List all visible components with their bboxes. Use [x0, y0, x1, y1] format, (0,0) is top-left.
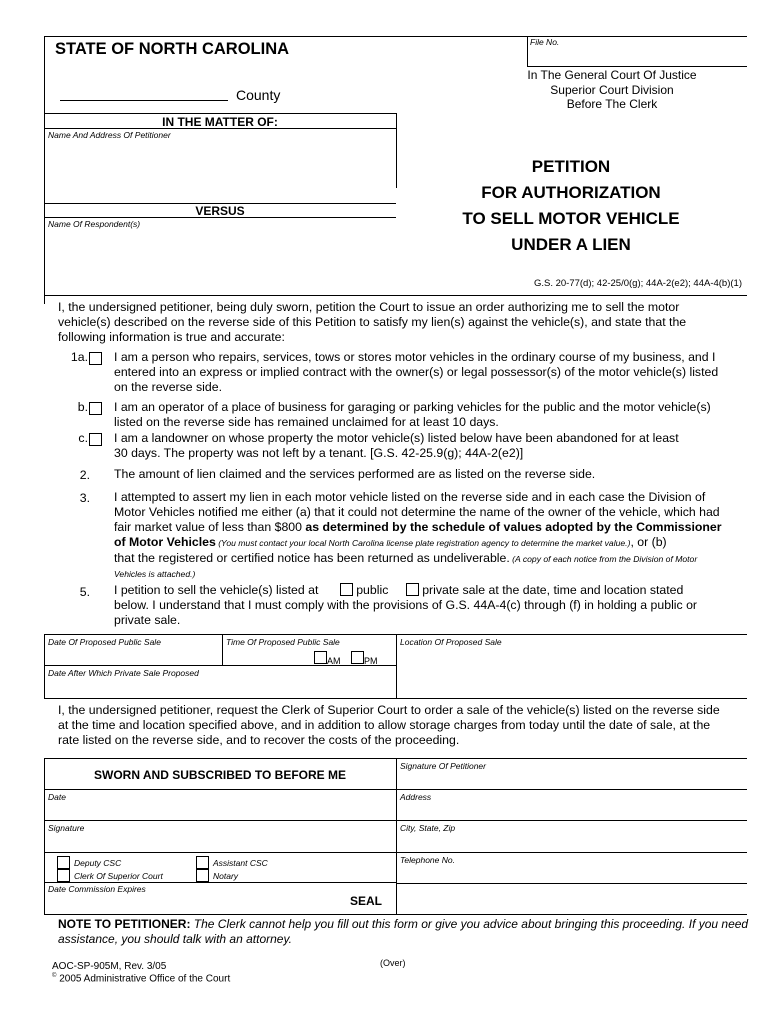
file-no-rule	[527, 66, 747, 67]
item-5-line-1b: at the date, time and location stated	[488, 583, 684, 597]
clerk-superior-court-checkbox[interactable]	[57, 869, 70, 882]
file-no-label: File No.	[530, 37, 560, 47]
in-the-matter-heading: IN THE MATTER OF:	[162, 115, 278, 129]
public-sale-checkbox[interactable]	[340, 583, 353, 596]
am-label: AM	[327, 656, 341, 666]
date-public-sale-label: Date Of Proposed Public Sale	[48, 637, 161, 647]
petitioner-label: Name And Address Of Petitioner	[48, 130, 171, 140]
city-state-zip-label: City, State, Zip	[400, 823, 456, 833]
address-label: Address	[400, 792, 432, 802]
item-1c-checkbox[interactable]	[89, 433, 102, 446]
item-1a-line-2: entered into an express or implied contract with the owner(s) or legal possessor(s) of the motor vehicle(s) listed	[114, 365, 719, 379]
state-heading: STATE OF NORTH CAROLINA	[55, 40, 290, 58]
item-1b-text	[114, 400, 744, 430]
note-line-1	[58, 917, 748, 932]
deputy-csc-checkbox[interactable]	[57, 856, 70, 869]
signature-label: Signature	[48, 823, 85, 833]
item-1c-text	[114, 431, 744, 461]
title-line-3: TO SELL MOTOR VEHICLE	[462, 209, 680, 228]
copyright	[52, 973, 230, 984]
item-5-line-3: private sale.	[114, 613, 181, 627]
sale-left-rule	[44, 634, 45, 699]
item-3-line-5b: (A copy of each notice from the Division of Motor	[509, 554, 698, 564]
item-2-number: 2.	[79, 468, 90, 482]
item-3-line-4c: , or (b)	[630, 535, 667, 549]
note-to-petitioner	[58, 917, 748, 947]
item-3-number: 3.	[79, 491, 90, 505]
item-3-line-4a: of Motor Vehicles	[114, 535, 216, 549]
copyright-text: 2005 Administrative Office of the Court	[56, 973, 231, 985]
over-note: (Over)	[380, 958, 406, 968]
header-bottom-rule	[44, 295, 747, 296]
sworn-row-4	[396, 883, 747, 884]
am-pm-group	[314, 651, 378, 666]
note-line-2	[58, 932, 748, 947]
public-sale-label: public	[356, 583, 389, 597]
item-5-line-1a: I petition to sell the vehicle(s) listed at	[114, 583, 319, 597]
item-1b-number: b.	[77, 400, 88, 414]
title-line-1: PETITION	[531, 157, 611, 176]
item-1c-number: c.	[78, 431, 88, 445]
item-1c-line-1: I am a landowner on whose property the motor vehicle(s) listed below have been abandoned for at least	[114, 431, 679, 445]
statutes: G.S. 20-77(d); 42-25/0(g); 44A-2(e2); 44A-4(b)(1)	[533, 278, 742, 289]
notary-label: Notary	[213, 871, 239, 881]
form-number: AOC-SP-905M, Rev. 3/05	[52, 961, 167, 972]
respondent-field[interactable]	[46, 232, 394, 302]
sworn-row-2	[44, 820, 747, 821]
item-5-line-1	[114, 583, 744, 598]
title-line-2: FOR AUTHORIZATION	[481, 183, 661, 202]
sworn-heading: SWORN AND SUBSCRIBED TO BEFORE ME	[93, 768, 346, 782]
item-1a-text	[114, 350, 744, 395]
sale-mid-rule	[222, 634, 223, 665]
sworn-right-rule	[396, 758, 397, 915]
private-sale-label: private sale	[422, 583, 486, 597]
matter-top-rule	[44, 113, 396, 114]
respondent-label: Name Of Respondent(s)	[48, 219, 141, 229]
commission-rule	[44, 882, 396, 883]
sworn-row-3	[44, 852, 747, 853]
request-line-2: at the time and location specified above, and in addition to allow storage charges from today until the date of sale, at the	[58, 718, 711, 732]
item-2-text: The amount of lien claimed and the services performed are as listed on the reverse side.	[114, 467, 596, 481]
item-1b-line-2: listed on the reverse side has remained unclaimed for at least 10 days.	[114, 415, 499, 429]
item-5-number: 5.	[79, 585, 90, 599]
notary-checkbox[interactable]	[196, 869, 209, 882]
item-3-text	[114, 490, 744, 582]
note-text-1: The Clerk cannot help you fill out this form or give you advice about bringing this proceeding. If you need	[190, 917, 749, 931]
matter-under-rule	[44, 128, 396, 129]
intro-line-1: I, the undersigned petitioner, being duly sworn, petition the Court to issue an order authorizing me to sell the motor	[58, 300, 680, 314]
seal-label: SEAL	[350, 894, 383, 908]
pm-label: PM	[364, 656, 378, 666]
item-3-line-2: Motor Vehicles notified me either (a) that it could not determine the name of the owner of the vehicle, which had	[114, 505, 720, 519]
item-3-line-1: I attempted to assert my lien in each motor vehicle listed on the reverse side and in each case the Division of	[114, 490, 706, 504]
versus-under-rule	[44, 217, 396, 218]
matter-right-rule	[396, 113, 397, 188]
item-5-line-2: below. I understand that I must comply with the provisions of G.S. 44A-4(c) through (f) in holding a public or	[114, 598, 698, 612]
sale-right-rule	[396, 634, 397, 699]
item-3-line-5a: that the registered or certified notice has been returned as undeliverable.	[114, 551, 510, 565]
file-no-divider	[527, 36, 528, 66]
item-3-line-3b: as determined by the schedule of values adopted by the Commissioner	[305, 520, 722, 534]
deputy-csc-label: Deputy CSC	[74, 858, 122, 868]
court-line-3: Before The Clerk	[566, 97, 658, 111]
telephone-label: Telephone No.	[400, 855, 455, 865]
item-1a-line-3: on the reverse side.	[114, 380, 223, 394]
assistant-csc-label: Assistant CSC	[213, 858, 268, 868]
item-1a-number: 1a.	[70, 350, 88, 364]
item-5-text	[114, 583, 744, 628]
item-1c-line-2: 30 days. The property was not left by a tenant. [G.S. 42-25.9(g); 44A-2(e2)]	[114, 446, 524, 460]
signature-of-petitioner-label: Signature Of Petitioner	[400, 761, 486, 771]
petitioner-field[interactable]	[46, 142, 394, 202]
pm-checkbox[interactable]	[351, 651, 364, 664]
item-3-line-3a: fair market value of less than $800	[114, 520, 306, 534]
date-label: Date	[48, 792, 66, 802]
title-line-4: UNDER A LIEN	[511, 235, 631, 254]
county-blank[interactable]	[60, 100, 228, 101]
intro-line-3: following information is true and accurate:	[58, 330, 285, 344]
time-public-sale-label: Time Of Proposed Public Sale	[226, 637, 340, 647]
item-1b-line-1: I am an operator of a place of business for garaging or parking vehicles for the public and the motor vehicle(s)	[114, 400, 711, 414]
private-sale-checkbox[interactable]	[406, 583, 419, 596]
note-text-2: assistance, you should talk with an attorney.	[58, 932, 292, 946]
left-rule	[44, 36, 45, 304]
assistant-csc-checkbox[interactable]	[196, 856, 209, 869]
item-3-line-5	[114, 551, 744, 567]
court-line-2: Superior Court Division	[550, 82, 674, 97]
item-1b-checkbox[interactable]	[89, 402, 102, 415]
item-1a-checkbox[interactable]	[89, 352, 102, 365]
intro-paragraph	[58, 300, 748, 345]
location-sale-label: Location Of Proposed Sale	[400, 637, 502, 647]
am-checkbox[interactable]	[314, 651, 327, 664]
clerk-superior-court-label: Clerk Of Superior Court	[74, 871, 163, 881]
county-label: County	[236, 87, 281, 103]
item-3-line-3	[114, 520, 744, 535]
item-3-line-4	[114, 535, 744, 551]
item-1a-line-1: I am a person who repairs, services, tows or stores motor vehicles in the ordinary course of my business, and I	[114, 350, 716, 364]
court-line-1: In The General Court Of Justice	[527, 68, 697, 82]
court-block	[527, 68, 697, 112]
sale-bottom-rule	[44, 698, 747, 699]
date-commission-expires-label: Date Commission Expires	[48, 884, 146, 894]
request-line-3: rate listed on the reverse side, and to recover the costs of the proceeding.	[58, 733, 460, 747]
intro-line-2: vehicle(s) described on the reverse side of this Petition to satisfy my lien(s) against the vehicle(s), and state that the	[58, 315, 687, 329]
sworn-bottom-rule	[44, 914, 747, 915]
request-paragraph	[58, 703, 748, 748]
sworn-row-1	[44, 789, 747, 790]
item-3-line-6: Vehicles is attached.)	[114, 569, 196, 579]
item-3-line-4b: (You must contact your local North Carolina license plate registration agency to determine the market value.)	[215, 538, 631, 548]
note-heading: NOTE TO PETITIONER:	[58, 917, 191, 931]
request-line-1: I, the undersigned petitioner, request the Clerk of Superior Court to order a sale of the vehicle(s) listed on the reverse side	[58, 703, 720, 717]
copyright-symbol: ©	[52, 973, 57, 979]
top-rule	[44, 36, 747, 37]
versus-heading: VERSUS	[195, 204, 245, 218]
date-private-sale-label: Date After Which Private Sale Proposed	[48, 668, 199, 678]
